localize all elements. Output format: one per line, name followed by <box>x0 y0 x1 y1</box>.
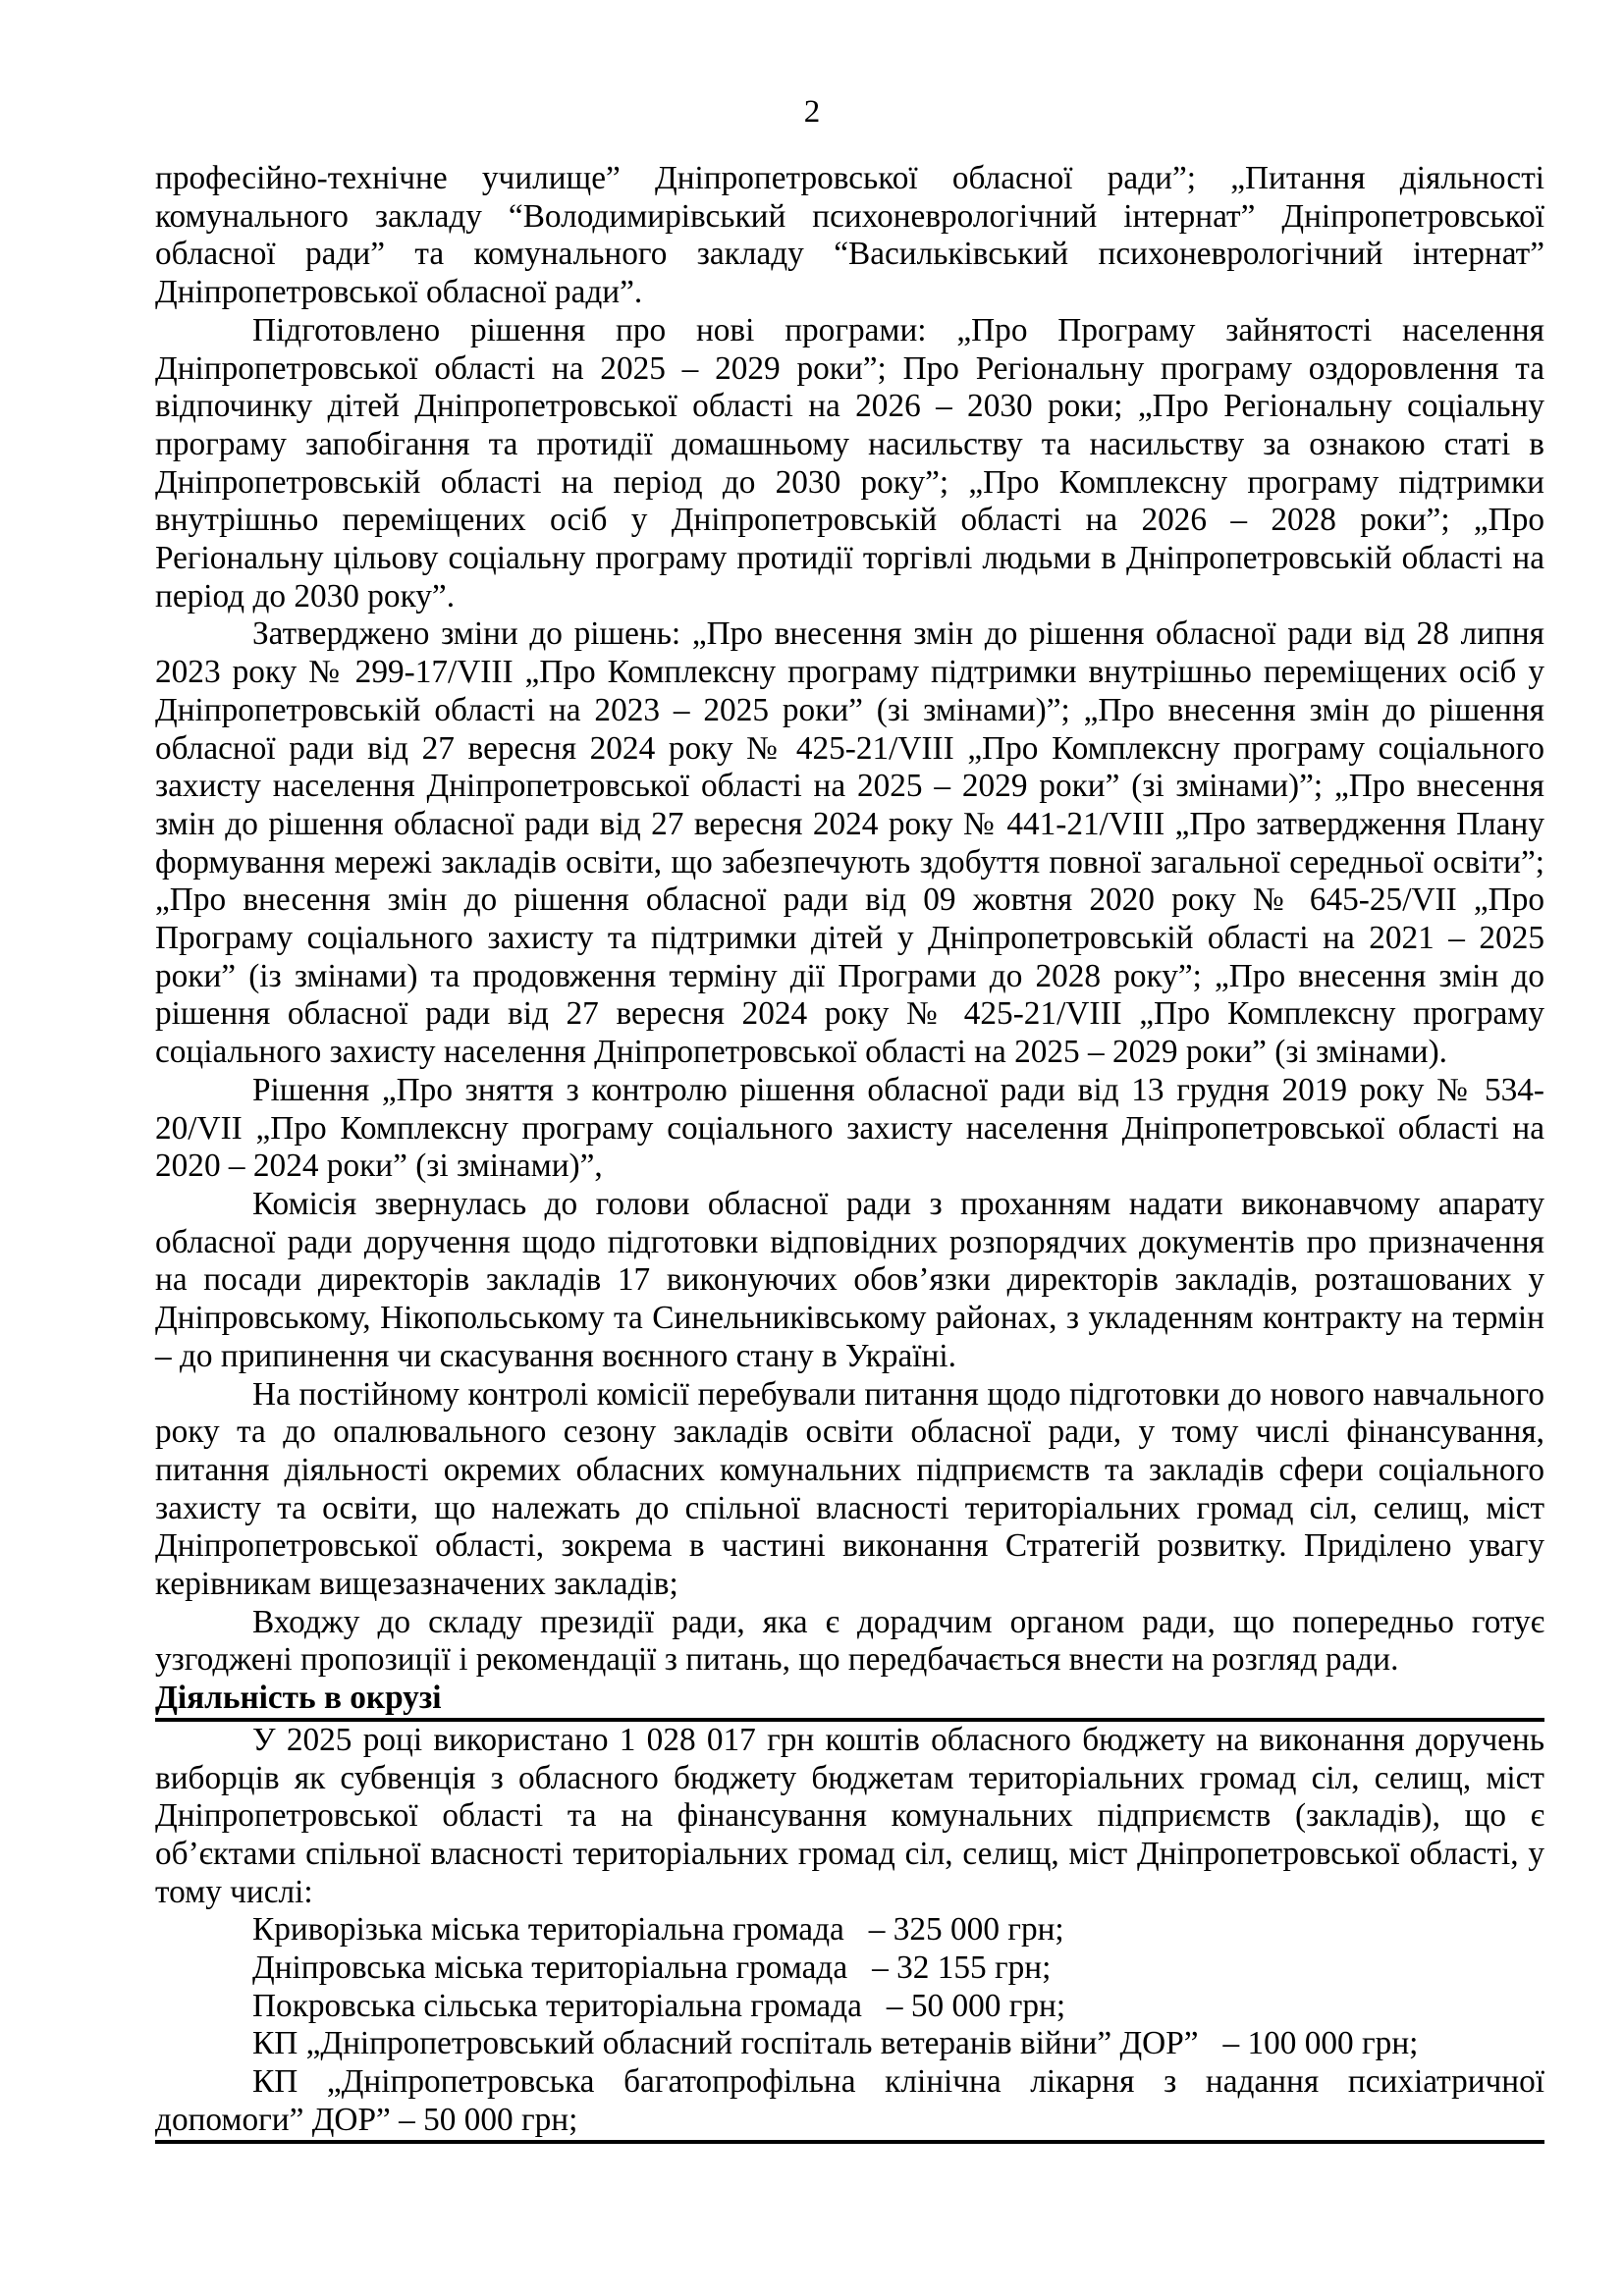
body-paragraph-commission-request: Комісія звернулась до голови обласної ради з проханням надати виконавчому апарату обласної ради доручення щодо підготовки відповідних розпорядчих документів про призначення на посади директорів закладів 17 виконуючих обов’язки директорів закладів, розташованих у Дніпровському, Нікопольському та Синельниківському районах, з укладенням контракту на термін – до припинення чи скасування воєнного стану в Україні. <box>155 1185 1544 1374</box>
page-number: 2 <box>803 94 821 130</box>
body-paragraph-continuation: професійно-технічне училище” Дніпропетровської обласної ради”; „Питання діяльності комунального закладу “Володимирівський психоневрологічний інтернат” Дніпропетровської обласної ради” та комунального закладу “Васильківський психоневрологічний інтернат” Дніпропетровської обласної ради”. <box>155 160 1544 311</box>
section-body <box>155 1722 1544 2144</box>
section-closing-paragraph: КП „Дніпропетровська багатопрофільна клінічна лікарня з надання психіатричної допомоги” ДОР” – 50 000 грн; <box>155 2063 1544 2138</box>
section-heading <box>155 1680 1544 1722</box>
body-paragraph-approved-changes: Затверджено зміни до рішень: „Про внесення змін до рішення обласної ради від 28 липня 2023 року № 299-17/VIII „Про Комплексну програму підтримки внутрішньо переміщених осіб у Дніпропетровській області на 2023 – 2025 роки” (зі змінами)”; „Про внесення змін до рішення обласної ради від 27 вересня 2024 року № 425-21/VIII „Про Комплексну програму соціального захисту населення Дніпропетровської області на 2025 – 2029 роки” (зі змінами)”; „Про внесення змін до рішення обласної ради від 27 вересня 2024 року № 441-21/VIII „Про затвердження Плану формування мережі закладів освіти, що забезпечують здобуття повної загальної середньої освіти”; „Про внесення змін до рішення обласної ради від 09 жовтня 2020 року № 645-25/VII „Про Програму соціального захисту та підтримки дітей у Дніпропетровській області на 2021 – 2025 роки” (із змінами) та продовження терміну дії Програми до 2028 року”; „Про внесення змін до рішення обласної ради від 27 вересня 2024 року № 425-21/VIII „Про Комплексну програму соціального захисту населення Дніпропетровської області на 2025 – 2029 роки” (зі змінами). <box>155 615 1544 1071</box>
allocation-line-pokrovska: Покровська сільська територіальна громада – 50 000 грн; <box>252 1987 1066 2024</box>
body-paragraph-new-programs: Підготовлено рішення про нові програми: „Про Програму зайнятості населення Дніпропетровської області на 2025 – 2029 роки”; Про Регіональну програму оздоровлення та відпочинку дітей Дніпропетровської області на 2026 – 2030 роки; „Про Регіональну соціальну програму запобігання та протидії домашньому насильству та насильству за ознакою статі в Дніпропетровській області на період до 2030 року”; „Про Комплексну програму підтримки внутрішньо переміщених осіб у Дніпропетровській області на 2026 – 2028 роки”; „Про Регіональну цільову соціальну програму протидії торгівлі людьми в Дніпропетровській області на період до 2030 року”. <box>155 311 1544 614</box>
section-intro-paragraph: У 2025 році використано 1 028 017 грн коштів обласного бюджету на виконання доручень виборців як субвенція з обласного бюджету бюджетам територіальних громад сіл, селищ, міст Дніпропетровської області та на фінансування комунальних підприємств (закладів), що є об’єктами спільної власності територіальних громад сіл, селищ, міст Дніпропетровської області, у тому числі: <box>155 1721 1544 1910</box>
allocation-line-dniprovska: Дніпровська міська територіальна громада – 32 155 грн; <box>252 1949 1052 1987</box>
body-paragraph-presidium: Входжу до складу президії ради, яка є дорадчим органом ради, що попередньо готує узгоджені пропозиції і рекомендації з питань, що передбачається внести на розгляд ради. <box>155 1603 1544 1679</box>
body-paragraph-permanent-control: На постійному контролі комісії перебували питання щодо підготовки до нового навчального року та до опалювального сезону закладів освіти обласної ради, у тому числі фінансування, питання діяльності окремих обласних комунальних підприємств та закладів сфери соціального захисту та освіти, що належать до спільної власності територіальних громад сіл, селищ, міст Дніпропетровської області, зокрема в частині виконання Стратегій розвитку. Приділено увагу керівникам вищезазначених закладів; <box>155 1375 1544 1603</box>
allocation-line-kryvorizka: Криворізька міська територіальна громада – 325 000 грн; <box>252 1911 1064 1949</box>
allocation-line-hospital: КП „Дніпропетровський обласний госпіталь ветеранів війни” ДОР” – 100 000 грн; <box>252 2025 1419 2062</box>
page-content <box>155 160 1544 2144</box>
section-heading-text: Діяльність в окрузі <box>155 1680 442 1717</box>
body-paragraph-control-removal: Рішення „Про зняття з контролю рішення обласної ради від 13 грудня 2019 року № 534-20/VII „Про Комплексну програму соціального захисту населення Дніпропетровської області на 2020 – 2024 роки” (зі змінами)”, <box>155 1071 1544 1185</box>
